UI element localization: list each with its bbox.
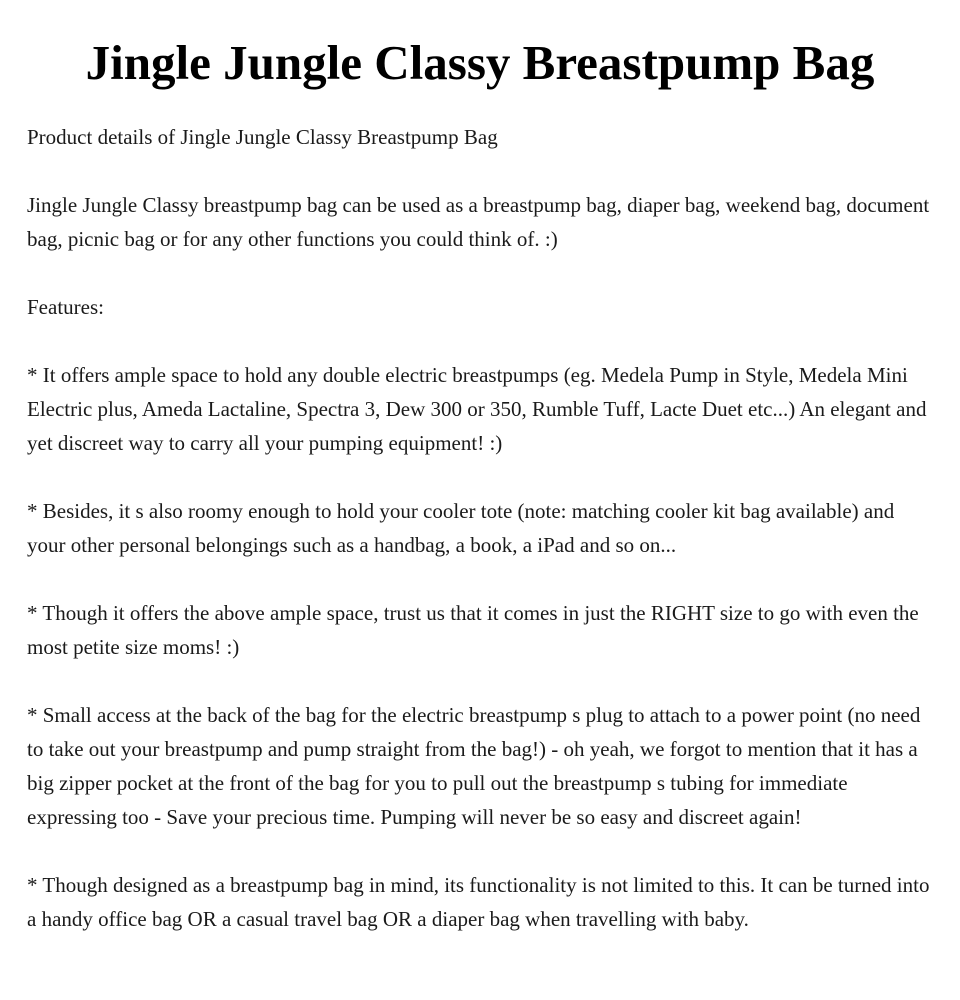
feature-item: * It offers ample space to hold any double electric breastpumps (eg. Medela Pump in Style, Medela Mini Electric plus, Ameda Lactaline, Spectra 3, Dew 300 or 350, Rumble Tuff, Lacte Duet etc...) An elegant and yet discreet way to carry all your pumping equipment! :) [27, 363, 927, 455]
feature-item: * Though it offers the above ample space, trust us that it comes in just the RIGHT size to go with even the most petite size moms! :) [27, 601, 919, 659]
features-heading: Features: [27, 295, 104, 319]
product-description [27, 0, 933, 936]
feature-item: * Besides, it s also roomy enough to hold your cooler tote (note: matching cooler kit bag available) and your other personal belongings such as a handbag, a book, a iPad and so on... [27, 499, 895, 557]
feature-item: * Though designed as a breastpump bag in mind, its functionality is not limited to this. It can be turned into a handy office bag OR a casual travel bag OR a diaper bag when travelling with baby. [27, 873, 930, 931]
page-title: Jingle Jungle Classy Breastpump Bag [85, 35, 875, 90]
feature-item: * Small access at the back of the bag for the electric breastpump s plug to attach to a power point (no need to take out your breastpump and pump straight from the bag!) - oh yeah, we forgot to mention that it has a big zipper pocket at the front of the bag for you to pull out the breastpump s tubing for immediate expressing too - Save your precious time. Pumping will never be so easy and discreet again! [27, 703, 921, 829]
intro-paragraph: Jingle Jungle Classy breastpump bag can be used as a breastpump bag, diaper bag, weekend bag, document bag, picnic bag or for any other functions you could think of. :) [27, 193, 930, 251]
product-details-subtitle: Product details of Jingle Jungle Classy Breastpump Bag [27, 125, 498, 149]
